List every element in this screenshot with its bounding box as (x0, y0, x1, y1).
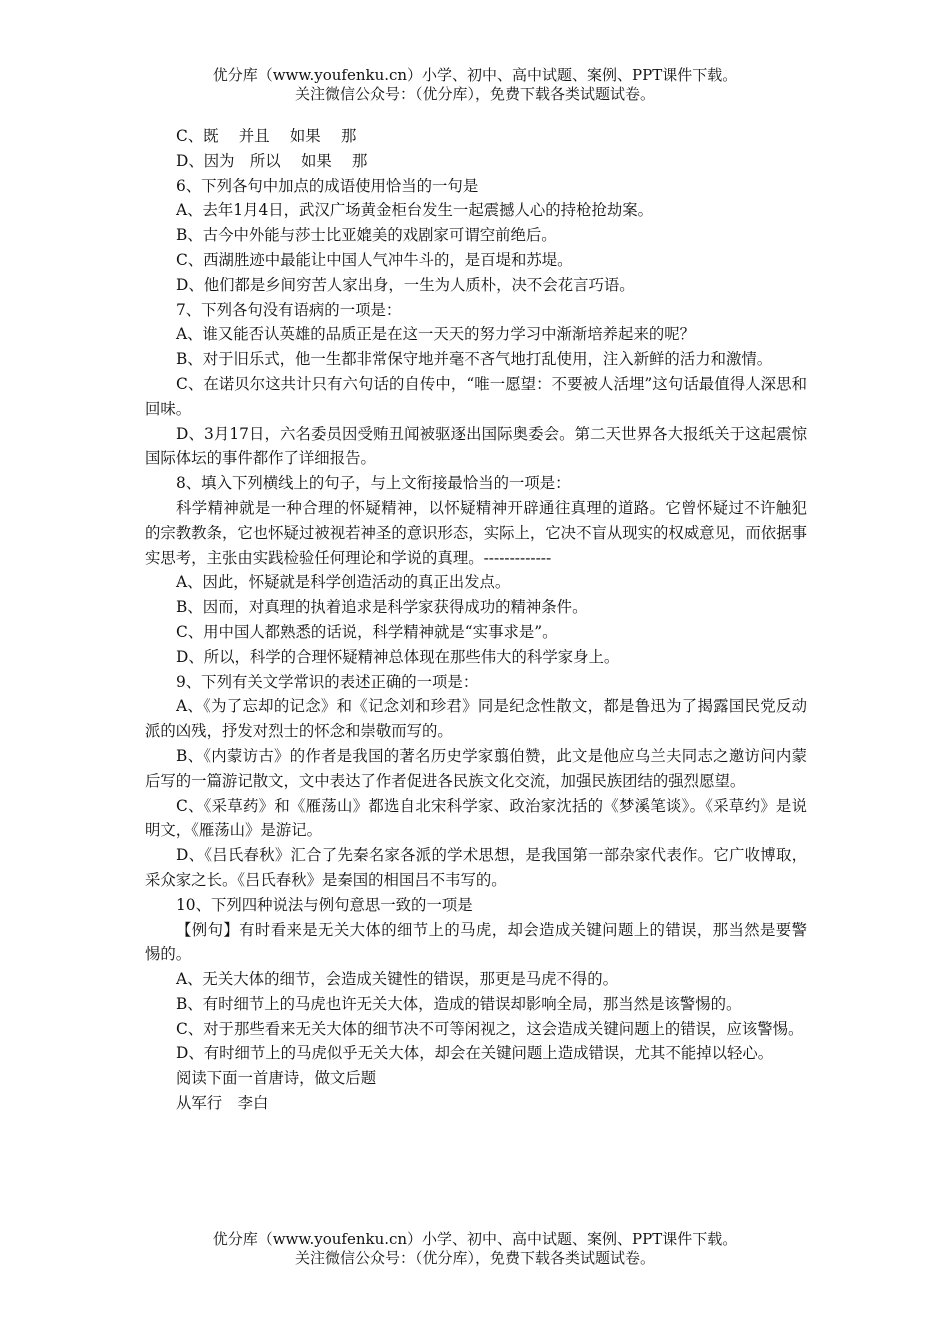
q10-example-sentence: 【例句】有时看来是无关大体的细节上的马虎，却会造成关键问题上的错误，那当然是要警惕的。 (145, 920, 807, 964)
page-footer (0, 1230, 950, 1268)
q6-option-b: B、古今中外能与莎士比亚媲美的戏剧家可谓空前绝后。 (176, 226, 557, 245)
header-line-2: 关注微信公众号：（优分库），免费下载各类试题试卷。 (294, 85, 655, 103)
q6-option-a: A、去年1月4日，武汉广场黄金柜台发生一起震撼人心的持枪抢劫案。 (176, 201, 654, 220)
q9-option-a: A、《为了忘却的记念》和《记念刘和珍君》同是纪念性散文，都是鲁迅为了揭露国民党反动派的凶残，抒发对烈士的怀念和崇敬而写的。 (145, 697, 807, 741)
q8-option-b: B、因而，对真理的执着追求是科学家获得成功的精神条件。 (176, 598, 588, 617)
q8-passage: 科学精神就是一种合理的怀疑精神，以怀疑精神开辟通往真理的道路。它曾怀疑过不许触犯的宗教教条，它也怀疑过被视若神圣的意识形态，实际上，它决不盲从现实的权威意见，而依据事实思考，主张由实践检验任何理论和学说的真理。------------- (145, 498, 807, 567)
q7-option-d: D、3月17日，六名委员因受贿丑闻被驱逐出国际奥委会。第二天世界各大报纸关于这起震惊国际体坛的事件都作了详细报告。 (145, 424, 807, 468)
q9-option-b: B、《内蒙访古》的作者是我国的著名历史学家翦伯赞，此文是他应乌兰夫同志之邀访问内蒙后写的一篇游记散文，文中表达了作者促进各民族文化交流，加强民族团结的强烈愿望。 (145, 746, 807, 790)
question-9: 9、下列有关文学常识的表述正确的一项是： (176, 672, 479, 691)
q6-option-c: C、西湖胜迹中最能让中国人气冲牛斗的，是百堤和苏堤。 (176, 250, 573, 269)
q10-option-d: D、有时细节上的马虎似乎无关大体，却会在关键问题上造成错误，尤其不能掉以轻心。 (176, 1044, 774, 1063)
option-d-conjunctions: D、因为 所以 如果 那 (176, 151, 368, 170)
poem-instruction: 阅读下面一首唐诗，做文后题 (176, 1069, 377, 1088)
q7-option-b: B、对于旧乐式，他一生都非常保守地并毫不吝气地打乱使用，注入新鲜的活力和激情。 (176, 350, 773, 369)
q8-option-d: D、所以，科学的合理怀疑精神总体现在那些伟大的科学家身上。 (176, 647, 620, 666)
question-8: 8、填入下列横线上的句子，与上文衔接最恰当的一项是： (176, 474, 571, 493)
q8-option-a: A、因此，怀疑就是科学创造活动的真正出发点。 (176, 573, 511, 592)
q10-option-b: B、有时细节上的马虎也许无关大体，造成的错误却影响全局，那当然是该警惕的。 (176, 994, 742, 1013)
q7-option-a: A、谁又能否认英雄的品质正是在这一天天的努力学习中渐渐培养起来的呢？ (176, 325, 696, 344)
q10-option-a: A、无关大体的细节，会造成关键性的错误，那更是马虎不得的。 (176, 970, 619, 989)
q8-option-c: C、用中国人都熟悉的话说，科学精神就是“实事求是”。 (176, 622, 558, 641)
q9-option-c: C、《采草药》和《雁荡山》都选自北宋科学家、政治家沈括的《梦溪笔谈》。《采草约》是说明文，《雁荡山》是游记。 (145, 796, 807, 840)
q6-option-d: D、他们都是乡间穷苦人家出身，一生为人质朴，决不会花言巧语。 (176, 275, 635, 294)
option-c-conjunctions: C、既 并且 如果 那 (176, 127, 357, 145)
header-line-1: 优分库（www.youfenku.cn）小学、初中、高中试题、案例、PPT课件下载。 (212, 66, 738, 84)
question-6: 6、下列各句中加点的成语使用恰当的一句是 (176, 176, 479, 195)
q10-option-c: C、对于那些看来无关大体的细节决不可等闲视之，这会造成关键问题上的错误，应该警惕。 (176, 1019, 804, 1038)
document-body (145, 124, 807, 1116)
page-header (0, 66, 950, 104)
footer-line-1: 优分库（www.youfenku.cn）小学、初中、高中试题、案例、PPT课件下载。 (212, 1230, 738, 1248)
question-7: 7、下列各句没有语病的一项是： (176, 300, 402, 319)
question-10: 10、下列四种说法与例句意思一致的一项是 (176, 895, 473, 914)
footer-line-2: 关注微信公众号：（优分库），免费下载各类试题试卷。 (294, 1249, 655, 1267)
q9-option-d: D、《吕氏春秋》汇合了先秦名家各派的学术思想，是我国第一部杂家代表作。它广收博取，采众家之长。《吕氏春秋》是秦国的相国吕不韦写的。 (145, 846, 807, 889)
poem-title: 从军行 李白 (176, 1094, 269, 1113)
q7-option-c: C、在诺贝尔这共计只有六句话的自传中，“唯一愿望：不要被人活埋”这句话最值得人深思和回味。 (145, 374, 807, 418)
